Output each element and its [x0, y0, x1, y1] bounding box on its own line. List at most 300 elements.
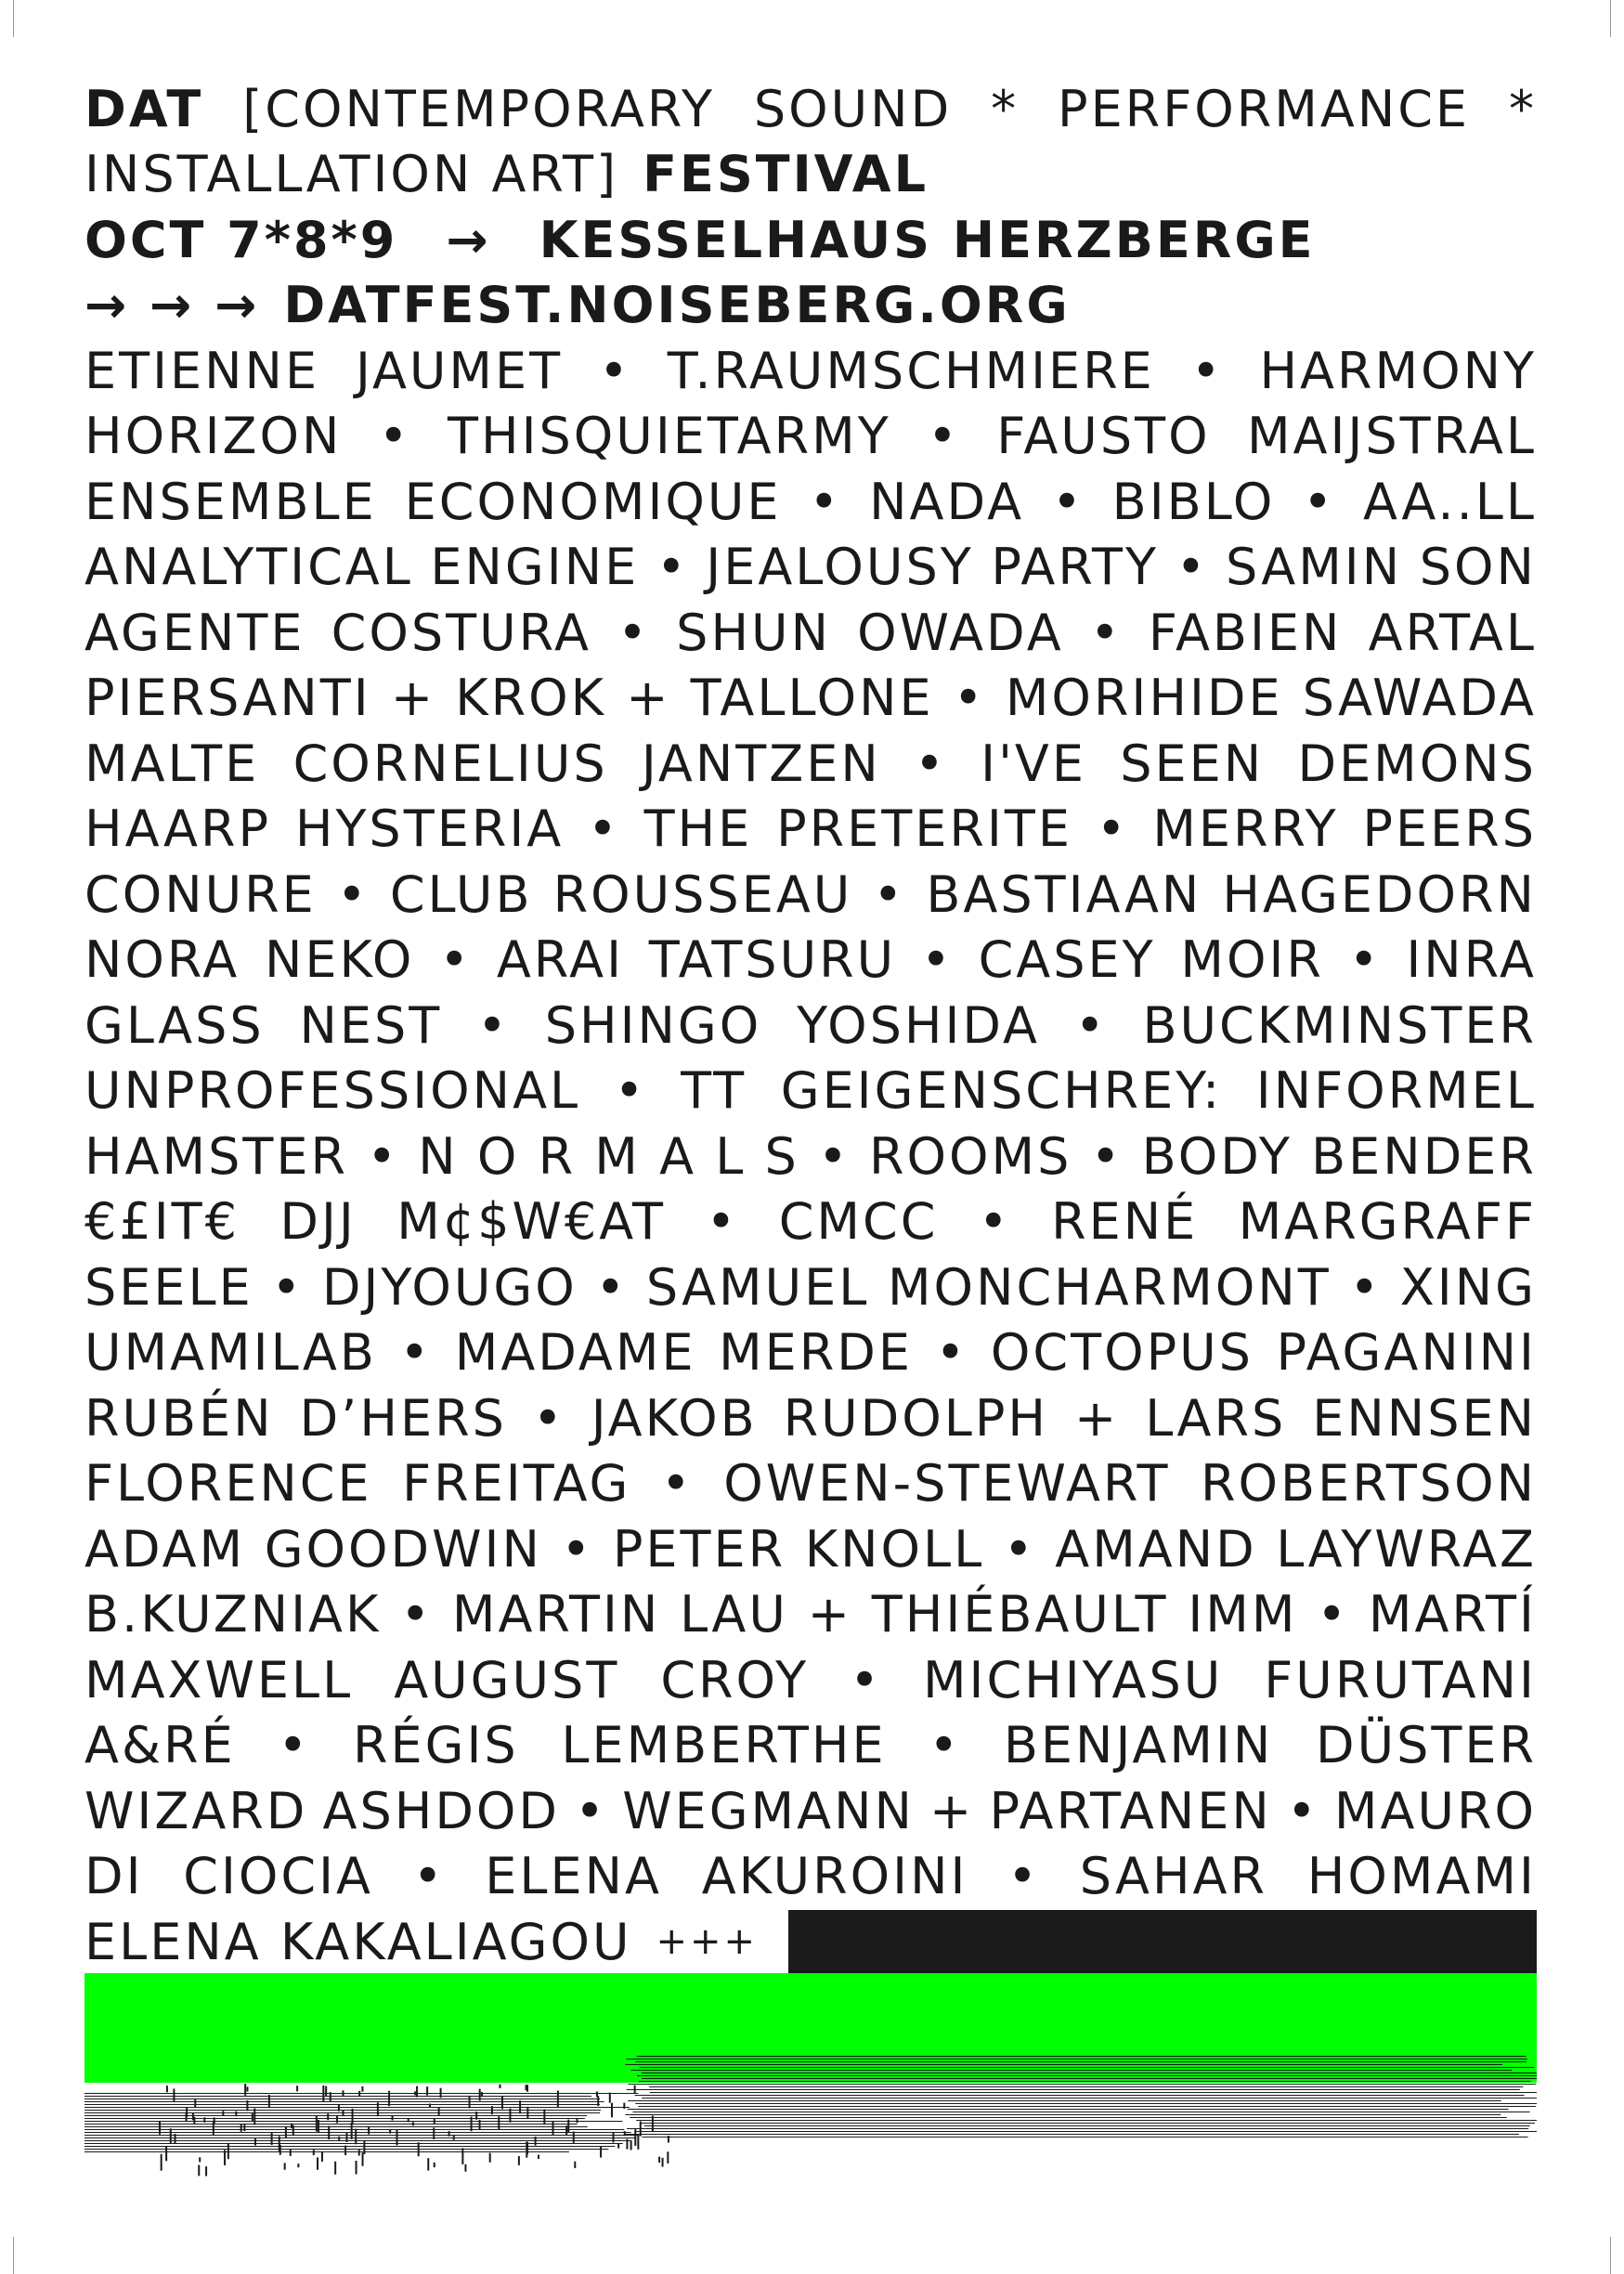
glitch-stripe [489, 2153, 491, 2163]
crop-mark-top-left [13, 0, 14, 37]
glitch-stripe [538, 2155, 539, 2159]
glitch-stripe [635, 2061, 1527, 2062]
glitch-stripe [313, 2150, 315, 2155]
lineup-word: MARTIN [451, 1585, 661, 1644]
lineup-word: AA..LL [1362, 472, 1537, 531]
glitch-stripe [557, 2091, 559, 2108]
glitch-stripe [627, 2089, 1520, 2090]
lineup-word: LEMBERTHE [561, 1716, 887, 1775]
lineup-word: M¢$W€AT [396, 1192, 667, 1252]
lineup-word: CROY [660, 1650, 810, 1709]
lineup-word: ROOMS [869, 1126, 1072, 1186]
crop-mark-bottom-left [13, 2237, 14, 2274]
glitch-stripe [630, 2117, 1507, 2118]
lineup-word: HAGEDORN [1222, 864, 1537, 924]
bullet-separator: • [477, 995, 510, 1055]
lineup-word: + [390, 669, 436, 728]
lineup-word: HOMAMI [1306, 1847, 1537, 1906]
lineup-word: + [929, 1781, 975, 1840]
glitch-stripe [609, 2093, 611, 2103]
glitch-stripe [639, 2081, 1531, 2082]
lineup-word: PARTANEN [989, 1781, 1272, 1840]
glitch-stripe [628, 2109, 1509, 2110]
lineup-word: MICHIYASU [922, 1650, 1224, 1709]
lineup-word: WIZARD [84, 1781, 308, 1840]
header-line-1 [84, 76, 1537, 142]
glitch-stripe [498, 2116, 500, 2130]
lineup-word: ENNSEN [1312, 1388, 1537, 1448]
lineup-word: ASHDOD [322, 1781, 561, 1840]
lineup-word: ECONOMIQUE [404, 472, 782, 531]
lineup-line [84, 535, 1537, 601]
glitch-stripe [617, 2144, 619, 2149]
glitch-stripe [552, 2122, 554, 2135]
lineup-word: BENJAMIN [1003, 1716, 1274, 1775]
glitch-stripe [624, 2131, 626, 2136]
glitch-stripe [637, 2075, 1537, 2076]
glitch-stripe [318, 2120, 319, 2132]
lineup-word: JANTZEN [641, 734, 881, 793]
glitch-stripe [658, 2157, 660, 2163]
glitch-stripe [438, 2107, 440, 2115]
bullet-separator: • [1003, 1519, 1036, 1579]
glitch-stripe [199, 2157, 201, 2162]
lineup-word: AUGUST [394, 1650, 620, 1709]
lineup-word: TT [681, 1061, 747, 1121]
bullet-separator: • [412, 1847, 446, 1906]
lineup-word: MERRY [1152, 799, 1339, 859]
bullet-separator: • [935, 1323, 968, 1383]
lineup-word: OCTOPUS [990, 1323, 1254, 1383]
lineup-word: KROK [455, 669, 607, 728]
bullet-separator: • [1176, 538, 1209, 597]
lineup-word: ANALYTICAL [84, 538, 413, 597]
glitch-stripe [464, 2164, 466, 2172]
lineup-line [84, 1124, 1537, 1189]
bullet-separator: • [1190, 341, 1224, 400]
glitch-stripe [84, 2104, 600, 2105]
lineup-line [84, 1385, 1537, 1451]
glitch-stripe [565, 2125, 567, 2135]
header-line-2 [84, 142, 1537, 208]
lineup-word: FURUTANI [1264, 1650, 1537, 1709]
festival-website[interactable]: DATFEST.NOISEBERG.ORG [283, 276, 1071, 335]
lineup-line [84, 1713, 1537, 1779]
glitch-stripe [186, 2113, 188, 2122]
glitch-stripe [630, 2140, 632, 2150]
lineup-word: OWADA [857, 603, 1064, 662]
lineup-word: B.KUZNIAK [84, 1585, 382, 1644]
glitch-stripe [330, 2092, 331, 2101]
lineup-word: INRA [1406, 930, 1537, 990]
glitch-stripe [479, 2089, 481, 2101]
lineup-word: MARTÍ [1368, 1585, 1537, 1644]
lineup-word: PETER [612, 1519, 786, 1579]
lineup-word: ARAI [496, 930, 624, 990]
bullet-separator: • [978, 1192, 1011, 1252]
glitch-stripe [235, 2112, 237, 2117]
lineup-word: KNOLL [804, 1519, 985, 1579]
glitch-stripe [193, 2117, 195, 2125]
bullet-separator: • [378, 407, 411, 466]
glitch-stripe [631, 2070, 1513, 2071]
glitch-stripe [325, 2086, 327, 2097]
festival-word: FESTIVAL [643, 145, 929, 204]
lineup-word: MALTE [84, 734, 260, 793]
glitch-stripe [377, 2102, 379, 2116]
lineup-word: HORIZON [84, 407, 343, 466]
glitch-stripe [291, 2124, 292, 2128]
lineup-word: PAGANINI [1276, 1323, 1537, 1383]
lineup-word: UNPROFESSIONAL [84, 1061, 581, 1121]
lineup-line [84, 1582, 1537, 1648]
lineup-word: RUBÉN [84, 1388, 274, 1448]
glitch-stripe [434, 2119, 435, 2125]
lineup-word: GEIGENSCHREY: [780, 1061, 1223, 1121]
glitch-stripe [526, 2141, 527, 2157]
lineup-line [84, 731, 1537, 797]
glitch-stripe [224, 2150, 226, 2165]
glitch-stripe [317, 2157, 318, 2169]
glitch-stripe [638, 2106, 1536, 2107]
lineup-line [84, 928, 1537, 994]
lineup-word: THIÉBAULT [871, 1585, 1169, 1644]
glitch-stripe [316, 2116, 318, 2132]
glitch-stripe [501, 2097, 503, 2109]
glitch-stripe [640, 2121, 642, 2136]
lineup-word: AMAND [1055, 1519, 1257, 1579]
lineup-line [84, 1451, 1537, 1517]
lineup-word: MONCHARMONT [887, 1257, 1332, 1317]
bullet-separator: • [1286, 1781, 1319, 1840]
header-subtitle: INSTALLATION ART] [84, 145, 619, 204]
bullet-separator: • [850, 1650, 882, 1709]
glitch-stripe [338, 2137, 340, 2141]
glitch-stripe [567, 2120, 569, 2133]
glitch-stripe [475, 2112, 477, 2120]
glitch-stripe [429, 2103, 431, 2107]
lineup-word: TALLONE [690, 669, 934, 728]
glitch-stripe [84, 2149, 608, 2150]
glitch-stripe [644, 2125, 1530, 2126]
glitch-stripe [642, 2078, 1537, 2079]
lineup-word: SHINGO [544, 995, 762, 1055]
lineup-word: GOODWIN [264, 1519, 542, 1579]
glitch-stripe [426, 2086, 428, 2095]
glitch-stripe [342, 2090, 344, 2096]
glitch-stripe [640, 2123, 1535, 2124]
glitch-stripe [161, 2154, 162, 2171]
glitch-stripe [392, 2115, 394, 2120]
glitch-stripe [368, 2126, 370, 2135]
lineup-word: SAMIN [1225, 538, 1403, 597]
glitch-stripe [471, 2117, 473, 2132]
lineup-line [84, 862, 1537, 928]
bullet-separator: • [1317, 1585, 1350, 1644]
lineup-word: DEMONS [1297, 734, 1537, 793]
lineup-word: AGENTE [84, 603, 305, 662]
lineup-word: NORA [84, 930, 240, 990]
glitch-texture [84, 2037, 1537, 2186]
lineup-line [84, 1320, 1537, 1386]
glitch-stripe [358, 2091, 360, 2097]
glitch-stripe [222, 2111, 224, 2115]
lineup-word: HYSTERIA [294, 799, 565, 859]
lineup-word: L [715, 1126, 747, 1186]
lineup-word: A [659, 1126, 697, 1186]
lineup-word: PARTY [991, 538, 1159, 597]
lineup-word: O [476, 1126, 520, 1186]
lineup-word: LARS [1145, 1388, 1287, 1448]
glitch-stripe [244, 2084, 246, 2096]
glitch-stripe [433, 2127, 435, 2139]
glitch-stripe [170, 2128, 172, 2143]
lineup-word: YOSHIDA [797, 995, 1040, 1055]
lineup-word: MERDE [719, 1323, 914, 1383]
lineup-word: PIERSANTI [84, 669, 371, 728]
glitch-stripe [453, 2135, 455, 2140]
lineup-word: ENGINE [430, 538, 640, 597]
glitch-stripe [491, 2106, 493, 2114]
glitch-stripe [165, 2146, 167, 2161]
glitch-stripe [667, 2151, 669, 2164]
bullet-separator: • [595, 1257, 629, 1317]
bullet-separator: • [278, 1716, 311, 1775]
lineup-word: RUDOLPH [783, 1388, 1049, 1448]
lineup-line [84, 1189, 1537, 1255]
more-artists-mark: +++ [656, 1920, 759, 1964]
glitch-stripe [175, 2134, 176, 2143]
lineup-word: MOIR [1180, 930, 1324, 990]
glitch-stripe [328, 2125, 330, 2139]
header-line-3 [84, 207, 1537, 273]
festival-name: DAT [84, 79, 204, 138]
lineup-word: BASTIAAN [926, 864, 1202, 924]
glitch-stripe [611, 2103, 613, 2118]
glitch-stripe [519, 2100, 521, 2113]
glitch-stripe [642, 2098, 1537, 2099]
glitch-stripe [84, 2096, 591, 2097]
bullet-separator: • [1090, 1126, 1124, 1186]
glitch-stripe [363, 2141, 365, 2154]
bullet-separator: • [400, 1585, 434, 1644]
glitch-stripe [290, 2149, 292, 2156]
glitch-stripe [597, 2096, 599, 2106]
glitch-stripe [285, 2127, 287, 2138]
glitch-stripe [499, 2085, 500, 2088]
glitch-stripe [481, 2092, 483, 2097]
lineup-word: HAARP [84, 799, 272, 859]
artist-name: ELENA KAKALIAGOU [84, 1912, 632, 1971]
glitch-stripe [358, 2150, 360, 2155]
lineup-word: S [764, 1126, 799, 1186]
lineup-word: MORIHIDE [1005, 669, 1283, 728]
glitch-stripe [336, 2116, 338, 2123]
header-word: * [1508, 79, 1537, 138]
glitch-stripe [625, 2064, 1502, 2065]
lineup-word: SEELE [84, 1257, 253, 1317]
header-word: SOUND [753, 79, 953, 138]
glitch-stripe [535, 2137, 537, 2146]
lineup-word: MAXWELL [84, 1650, 354, 1709]
glitch-stripe [362, 2152, 364, 2165]
bullet-separator: • [575, 1781, 608, 1840]
bullet-separator: • [599, 341, 631, 400]
lineup-word: ROBERTSON [1201, 1454, 1537, 1514]
glitch-stripe [321, 2152, 323, 2162]
lineup-word: MAIJSTRAL [1246, 407, 1537, 466]
bullet-separator: • [1007, 1847, 1040, 1906]
lineup-word: LAYWRAZ [1276, 1519, 1537, 1579]
lineup-word: LAU [680, 1585, 788, 1644]
lineup-word: PRETERITE [776, 799, 1072, 859]
crop-mark-bottom-right [1610, 2237, 1611, 2274]
lineup-word: I'VE [981, 734, 1086, 793]
bullet-separator: • [617, 603, 650, 662]
glitch-stripe [173, 2088, 175, 2101]
glitch-stripe [650, 2092, 1537, 2093]
lineup-line [84, 666, 1537, 732]
glitch-stripe [623, 2103, 625, 2109]
lineup-word: T.RAUMSCHMIERE [667, 341, 1155, 400]
glitch-stripe [166, 2086, 168, 2092]
bullet-separator: • [1089, 603, 1123, 662]
lineup-word: D’HERS [299, 1388, 507, 1448]
lineup-line [84, 600, 1537, 666]
lineup-word: + [626, 669, 671, 728]
glitch-stripe [640, 2067, 1535, 2068]
glitch-stripe [596, 2091, 598, 2097]
lineup-word: COSTURA [331, 603, 591, 662]
bullet-separator: • [915, 734, 947, 793]
glitch-stripe [414, 2091, 416, 2095]
bullet-separator: • [1303, 472, 1336, 531]
lineup-word: FREITAG [402, 1454, 631, 1514]
bullet-separator: • [561, 1519, 594, 1579]
glitch-stripe [296, 2086, 298, 2091]
lineup-word: MAURO [1333, 1781, 1537, 1840]
bullet-separator: • [706, 1192, 739, 1252]
bullet-separator: • [953, 669, 986, 728]
glitch-stripe [628, 2084, 1536, 2085]
glitch-stripe [297, 2164, 299, 2167]
glitch-stripe [408, 2118, 409, 2122]
glitch-stripe [254, 2138, 256, 2145]
festival-poster [84, 76, 1537, 1975]
lineup-word: AKUROINI [701, 1847, 968, 1906]
glitch-stripe [636, 2120, 1537, 2121]
glitch-stripe [292, 2125, 294, 2136]
glitch-stripe [252, 2112, 253, 2122]
glitch-stripe [634, 2129, 636, 2146]
lineup-word: RENÉ [1051, 1192, 1199, 1252]
glitch-stripe [159, 2122, 161, 2135]
bullet-separator: • [660, 1454, 694, 1514]
festival-venue: KESSELHAUS HERZBERGE [539, 210, 1316, 269]
lineup-word: CMCC [778, 1192, 939, 1252]
glitch-stripe [344, 2146, 346, 2156]
lineup-word: JAUMET [355, 341, 564, 400]
glitch-stripe [518, 2156, 520, 2165]
lineup-word: DÜSTER [1315, 1716, 1537, 1775]
glitch-stripe [628, 2100, 1501, 2101]
lineup-word: NEST [299, 995, 443, 1055]
glitch-stripe [253, 2109, 255, 2125]
glitch-stripe [198, 2165, 200, 2177]
glitch-stripe [469, 2096, 471, 2109]
lineup-line [84, 993, 1537, 1059]
lineup-word: ADAM [84, 1519, 246, 1579]
bullet-separator: • [336, 864, 370, 924]
glitch-stripe [84, 2107, 630, 2108]
glitch-stripe [327, 2113, 329, 2120]
glitch-stripe [626, 2139, 628, 2150]
lineup-line [84, 338, 1537, 404]
glitch-stripe [84, 2129, 624, 2130]
glitch-stripe [635, 2095, 1525, 2096]
lineup-line [84, 1516, 1537, 1582]
glitch-stripe [624, 2134, 1519, 2135]
lineup-word: OWEN-STEWART [723, 1454, 1171, 1514]
glitch-stripe [652, 2115, 654, 2131]
glitch-stripe [203, 2117, 205, 2123]
lineup-word: INFORMEL [1255, 1061, 1537, 1121]
glitch-stripe [271, 2133, 273, 2145]
lineup-word: RÉGIS [352, 1716, 519, 1775]
lineup-word: ARTAL [1368, 603, 1537, 662]
glitch-stripe [662, 2158, 664, 2167]
glitch-stripe [246, 2086, 248, 2091]
lineup-word: CONURE [84, 864, 317, 924]
lineup-word: FABIEN [1148, 603, 1343, 662]
lineup-line [84, 1254, 1537, 1320]
glitch-stripe [84, 2140, 631, 2141]
glitch-stripe [213, 2122, 214, 2136]
glitch-stripe [243, 2125, 245, 2132]
glitch-stripe [356, 2161, 357, 2175]
bullet-separator: • [367, 1126, 400, 1186]
lineup-word: XING [1399, 1257, 1537, 1317]
lineup-word: ELENA [485, 1847, 662, 1906]
glitch-stripe [418, 2142, 420, 2156]
glitch-stripe [526, 2107, 528, 2118]
lineup-line [84, 1844, 1537, 1910]
glitch-stripe [352, 2109, 354, 2125]
lineup-word: DJYOUGO [321, 1257, 578, 1317]
bullet-separator: • [929, 1716, 962, 1775]
glitch-stripe [205, 2166, 207, 2176]
bullet-separator: • [1348, 930, 1382, 990]
lineup-word: SON [1419, 538, 1537, 597]
arrow-right-icon: → [446, 210, 491, 269]
lineup-word: TATSURU [648, 930, 897, 990]
glitch-stripe [636, 2131, 1537, 2132]
lineup-word: DJJ [279, 1192, 357, 1252]
glitch-stripe [84, 2124, 578, 2125]
glitch-stripe [284, 2163, 286, 2169]
glitch-stripe [322, 2086, 324, 2101]
lineup-word: JEALOUSY [706, 538, 974, 597]
lineup-word: THISQUIETARMY [448, 407, 891, 466]
glitch-stripe [440, 2088, 442, 2098]
glitch-stripe [84, 2146, 615, 2147]
bullet-separator: • [1096, 799, 1129, 859]
glitch-stripe [351, 2123, 353, 2139]
lineup-word: SHUN [676, 603, 831, 662]
glitch-stripe [612, 2133, 614, 2143]
bullet-separator: • [1074, 995, 1108, 1055]
glitch-stripe [434, 2163, 435, 2167]
